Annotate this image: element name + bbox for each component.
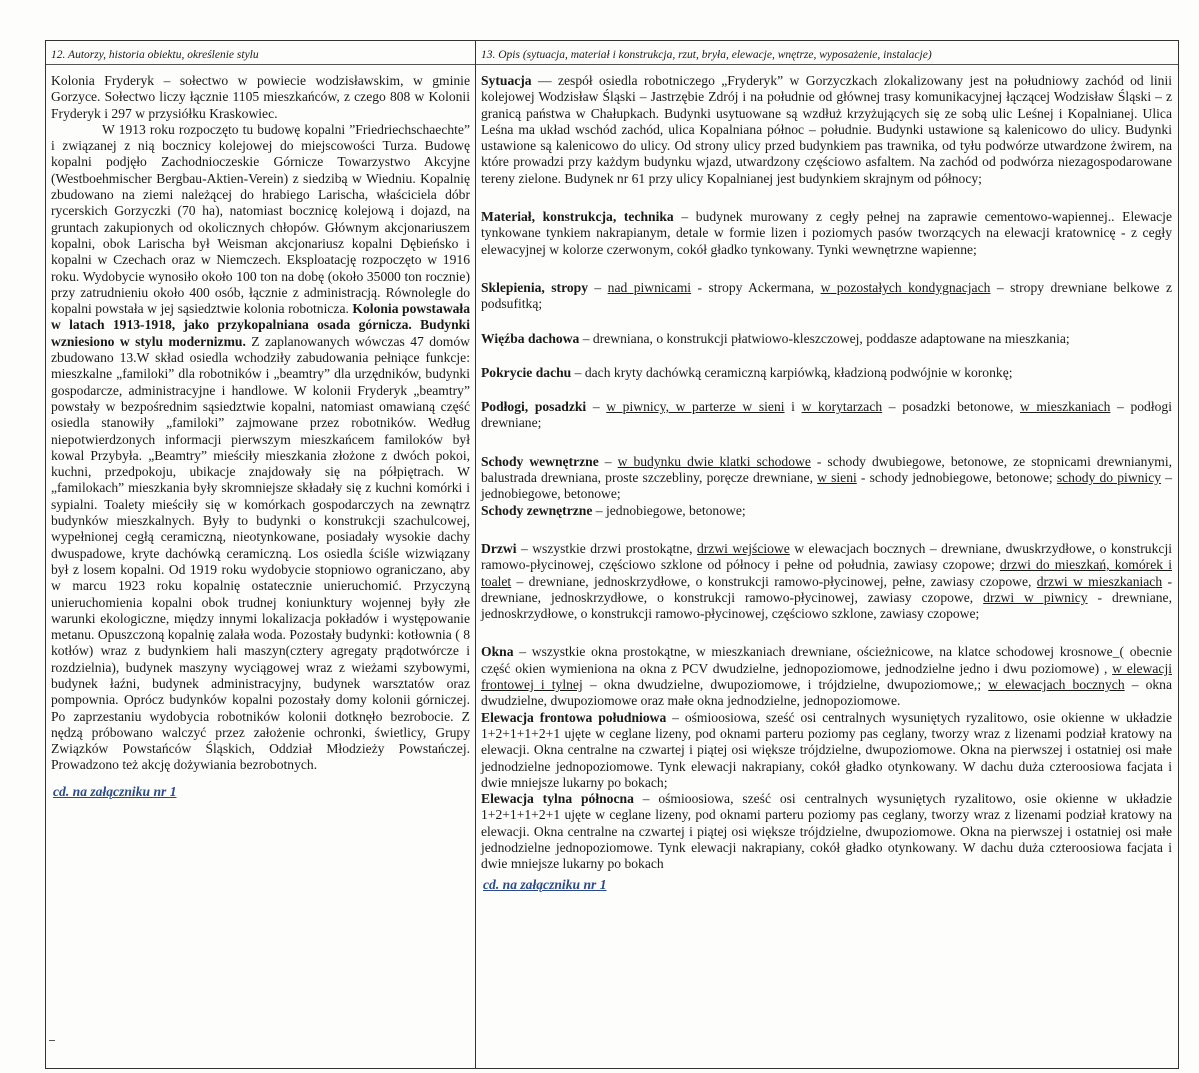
schody-w-underline-3: schody do piwnicy (1056, 470, 1162, 486)
right-column (476, 41, 1179, 1068)
schody-zewnetrzne-text: – jednobiegowe, betonowe; (592, 502, 746, 518)
sytuacja-label: Sytuacja (481, 73, 532, 88)
section-elewacja-tylna (481, 791, 1172, 872)
podlogi-label: Podłogi, posadzki (481, 399, 587, 415)
right-column-body (476, 61, 1178, 893)
elewacja-tylna-text: – ośmioosiowa, sześć osi centralnych wysuniętych ryzalitowo, osie okienne w układzie 1+2+1+1+2+1 ujęte w ceglane lizeny, pod oknami parteru poziomy pas ceglany, tworzy wraz z lizenami podział kratowy na elewacji. Okna centralne na czwartej i piątej osi większe trójdzielne, dwupoziomowe. Okna na pierwszej i ostatniej osi małe jednodzielne jednopoziomowe. Tynk elewacji nakrapiany, cokół gładko otynkowany. W dachu duża czteroosiowa facjata i dwie mniejsze lukarny po bokach (481, 791, 1173, 872)
left-continuation-link[interactable]: cd. na załączniku nr 1 (53, 783, 177, 799)
okna-underline-2: w elewacjach bocznych (988, 677, 1125, 693)
material-text: – budynek murowany z cegły pełnej na zaprawie cementowo-wapiennej.. Elewacje tynkowane tynkiem nakrapianym, detale w formie lizen i poziomych pasów tworzących na elewacji kratownicę - z cegły elewacyjnej w kolorze czerwonym, cokół gładko tynkowany. Tynki wewnętrzne wapienne; (481, 209, 1172, 257)
drzwi-underline-4: drzwi w piwnicy (983, 589, 1088, 605)
pokrycie-text: – dach kryty dachówką ceramiczną karpiówką, kładzioną podwójnie w koronkę; (571, 364, 1013, 380)
podlogi-underline-2: w korytarzach (801, 399, 883, 415)
podlogi-text-1: – (586, 399, 607, 415)
margin-dash-mark (49, 1040, 55, 1041)
okna-text-1: – wszystkie okna prostokątne, w mieszkaniach drewniane, ościeżnicowe, na klatce schodowej krosnowe_( obecnie część okien wymieniona na okna z PCV dwudzielne, jednopoziomowe, jednodzielne jedno i dwu poziomowe) , (481, 644, 1172, 676)
section-okna (481, 644, 1172, 709)
intro-paragraph: Kolonia Fryderyk – sołectwo w powiecie wodzisławskim, w gminie Gorzyce. Sołectwo liczy łącznie 1105 mieszkańców, z czego 808 w Kolonii Fryderyk i 297 w przysiółku Kraskowiec. (51, 73, 470, 121)
podlogi-underline-3: w mieszkaniach (1020, 399, 1111, 415)
podlogi-text-2: i (784, 399, 802, 415)
drzwi-text-2: w elewacjach bocznych – drewniane, dwuskrzydłowe, o konstrukcji ramowo-płycinowej, częściowo szklone od północy i pełne od południa, zawiasy czopowe; (481, 540, 1172, 573)
okna-text-2: – okna dwudzielne, dwupoziomowe, i trójdzielne, dwupoziomowe,; (582, 677, 989, 693)
section-sytuacja (481, 73, 1172, 187)
schody-w-text-3: - schody jednobiegowe, betonowe; (856, 470, 1057, 486)
wiezba-label: Więźba dachowa (481, 330, 580, 346)
elewacja-frontowa-text: – ośmioosiowa, sześć osi centralnych wysuniętych ryzalitowo, osie okienne w układzie 1+2+1+1+2+1 ujęte w ceglane lizeny, pod oknami parteru poziomy pas ceglany, tworzy wraz z lizenami podział kratowy na elewacji. Okna centralne na czwartej i piątej osi większe trójdzielne, dwupoziomowe. Okna na pierwszej i ostatniej osi małe jednodzielne jednopoziomowe. Tynk elewacji nakrapiany, cokół gładko otynkowany. W dachu duża czteroosiowa facjata i dwie mniejsze lukarny po bokach; (481, 709, 1172, 790)
drzwi-underline-1: drzwi wejściowe (696, 540, 790, 556)
section-elewacja-frontowa (481, 710, 1172, 791)
schody-wewnetrzne-label: Schody wewnętrzne (481, 453, 599, 469)
history-text-b: Z zaplanowanych wówczas 47 domów zbudowano 13.W skład osiedla wchodziły zabudowania pełniące funkcje: mieszkalne „familoki” dla robotników i „beamtry” dla urzędników, budynki gospodarcze, administracyjne i handlowe. W kolonii Fryderyk „beamtry” powstały w bezpośrednim sąsiedztwie kopalni, natomiast omawianą część osiedla stanowiły „familoki” zajmowane przez robotników. Według niepotwierdzonych informacji pierwszym mieszkańcem familoków był kowal Przybyła. „Beamtry” mieściły mieszkania złożone z dwóch pokoi, kuchni, przedpokoju, ubikacje znajdowały się na półpiętrach. W „familokach” mieszkania były skromniejsze składały się z kuchni komórki i sypialni. Toalety mieściły się w komórkach gospodarczych na zewnątrz budynków mieszkalnych. Były to budynki o konstrukcji szachulcowej, wypełnionej cegłą ceramiczną, nieotynkowane, posiadały wysokie dachy dwuspadowe, kryte dachówką ceramiczną. Los osiedla ściśle wizwiązany był z losem kopalni. Od 1919 roku wydobycie stopniowo ograniczano, aby w marcu 1923 roku kopalnię ostatecznie unieruchomić. Przyczyną unieruchomienia kopalni obok trudnej koniunktury wojennej były złe warunki ekologiczne, między innymi lokalizacja pokładów i występowanie metanu. Opuszczoną kopalnię zalała woda. Pozostały budynki: kotłownia ( 8 kotłów) wraz z budynkiem hali maszyn(cztery agregaty prądotwórcze i rozdzielnia), budynek maszyny wyciągowej wraz z wieżami szybowymi, budynek łaźni, budynek administracyjny, budynek warsztatów oraz pompownia. Oprócz budynków kopalni pozostały domy kolonii górniczej. Po zaprzestaniu wydobycia robotników kolonii dotknęło bezrobocie. Z nędzą próbowano walczyć przez założenie ochronki, świetlicy, Grupy Związków Powstańców Śląskich, Oddział Młodzieży Powstańczej. Prowadzono też akcję dożywiania bezrobotnych. (51, 333, 470, 773)
pokrycie-label: Pokrycie dachu (481, 364, 572, 380)
schody-w-underline-1: w budynku dwie klatki schodowe (617, 453, 811, 469)
okna-underline-1: w elewacji frontowej i tylnej (481, 660, 1172, 693)
section-schody-zewnetrzne (481, 503, 1172, 519)
podlogi-underline-1: w piwnicy, w parterze w sieni (606, 399, 785, 415)
history-text-a: W 1913 roku rozpoczęto tu budowę kopalni ”Friedriechschaechte” i związanej z nią bocznicy kolejowej do miejscowości Turza. Budowę kopalni podjęło Zachodnioczeskie Górnicze Towarzystwo Akcyjne (Westboehmischer Bergbau-Aktien-Verein) z siedzibą w Wiedniu. Kopalnię zbudowano na ziemi należącej do hrabiego Larischa, właściciela dóbr rycerskich Gorzyczki (70 ha), natomiast bocznicę kolejową i dojazd, na gruntach zakupionych od okolicznych chłopów. Głównym akcjonariuszem kopalni, obok Larischa był Weisman akcjonariusz kopalni Dębieńsko i kopalni w Czechach oraz w Niemczech. Eksploatację rozpoczęto w 1916 roku. Wydobycie wynosiło około 100 ton na dobę (około 35000 ton rocznie) przy zatrudnieniu około 400 osób, łącznie z administracją. Równolegle do kopalni powstała w jej sąsiedztwie kolonia robotnicza. (51, 121, 470, 317)
drzwi-text-3: – drewniane, jednoskrzydłowe, o konstrukcji ramowo-płycinowej, pełne, zawiasy czopowe, (511, 573, 1037, 589)
left-continuation (51, 784, 470, 800)
sklepienia-text-3: – stropy drewniane belkowe z podsufitką; (481, 279, 1172, 312)
left-column-body (46, 61, 475, 800)
right-column-header: 13. Opis (sytuacja, materiał i konstrukcja, rzut, bryła, elewacje, wnętrze, wyposażenie, instalacje) (481, 49, 932, 61)
schody-w-text-1: – (598, 453, 618, 469)
drzwi-text-4: - drewniane, jednoskrzydłowe, o konstrukcji ramowo-płycinowej, zawiasy czopowe, (481, 573, 1172, 605)
left-column (45, 41, 475, 1068)
podlogi-text-3: – posadzki betonowe, (882, 399, 1020, 415)
elewacja-frontowa-label: Elewacja frontowa południowa (481, 709, 667, 725)
sklepienia-text-2: - stropy Ackermana, (691, 279, 821, 295)
drzwi-underline-3: drzwi w mieszkaniach (1036, 573, 1163, 589)
sklepienia-label: Sklepienia, stropy (481, 279, 589, 295)
schody-zewnetrzne-label: Schody zewnętrzne (481, 502, 593, 518)
section-wiezba (481, 331, 1172, 347)
drzwi-text-5: - drewniane, jednoskrzydłowe, o konstrukcji ramowo-płycinowej, częściowo szklone, zawiasy czopowe; (481, 589, 1172, 622)
section-sklepienia (481, 280, 1172, 313)
schody-w-text-2: - schody dwubiegowe, betonowe, ze stopnicami drewnianymi, balustrada drewniana, proste szczebliny, poręcze drewniane, (481, 453, 1173, 486)
sklepienia-underline-2: w pozostałych kondygnacjach (820, 279, 991, 295)
material-label: Materiał, konstrukcja, technika (481, 209, 674, 225)
table-bottom-rule (45, 1068, 1179, 1069)
section-material (481, 209, 1172, 258)
okna-label: Okna (481, 644, 514, 660)
history-paragraph (51, 122, 470, 774)
elewacja-tylna-label: Elewacja tylna północna (481, 791, 634, 807)
wiezba-text: – drewniana, o konstrukcji płatwiowo-kleszczowej, poddasze adaptowane na mieszkania; (579, 330, 1070, 346)
schody-w-underline-2: w sieni (817, 470, 857, 486)
left-column-header: 12. Autorzy, historia obiektu, określenie stylu (51, 49, 259, 61)
podlogi-text-4: – podłogi drewniane; (481, 399, 1172, 431)
sytuacja-text: — zespół osiedla robotniczego „Fryderyk” w Gorzyczkach zlokalizowany jest na południowy zachód od linii kolejowej Wodzisław Śląski – Jastrzębie Zdrój i na południe od głównej trasy komunikacyjnej łączącej Wodzisław Śląski – z granicą państwa w Chałupkach. Budynki usytuowane są wzdłuż krzyżujących się ze sobą ulic Leśnej i Kopalnianej. Ulica Leśna ma układ wschód zachód, ulica Kopalniana północ – południe. Budynki ustawione są kalenicowo do ulicy. Budynki ustawione są kalenicowo do ulicy. Od strony ulicy przed budynkiem pas trawnika, od tyłu podwórze utwardzone żwirem, na które prowadzi przy każdym budynku wjazd, utwardzony częściowo asfaltem. Na zachód od podwórza niezagospodarowane tereny zielone. Budynek nr 61 przy ulicy Kopalnianej jest budynkiem skrajnym od północy; (481, 73, 1172, 186)
okna-text-3: – okna dwudzielne, dwupoziomowe oraz małe okna jednodzielne, jednopoziomowe. (481, 677, 1172, 709)
section-schody-wewnetrzne (481, 454, 1172, 503)
right-continuation-link[interactable]: cd. na załączniku nr 1 (483, 876, 607, 892)
drzwi-text-1: – wszystkie drzwi prostokątne, (516, 540, 697, 556)
sklepienia-text-1: – (588, 279, 608, 295)
section-pokrycie (481, 365, 1172, 381)
right-continuation (481, 877, 1172, 893)
section-drzwi (481, 541, 1172, 622)
history-bold-text: Kolonia powstawała w latach 1913-1918, jako przykopalniana osada górnicza. Budynki wzniesiono w stylu modernizmu. (51, 301, 471, 349)
drzwi-label: Drzwi (481, 540, 517, 556)
schody-w-text-4: – jednobiegowe, betonowe; (481, 470, 1172, 502)
sklepienia-underline-1: nad piwnicami (607, 279, 692, 295)
section-podlogi (481, 399, 1172, 432)
drzwi-underline-2: drzwi do mieszkań, komórek i toalet (481, 557, 1172, 589)
